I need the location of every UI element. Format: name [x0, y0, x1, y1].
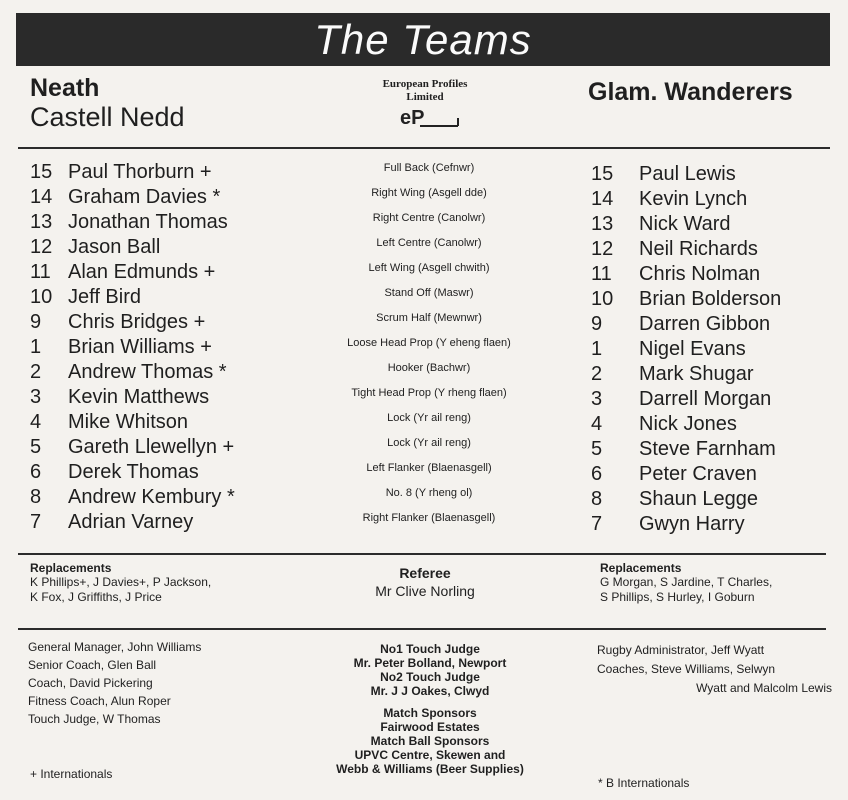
match-ball-sponsors-heading: Match Ball Sponsors — [370, 734, 490, 748]
away-player-name: Peter Craven — [639, 463, 757, 485]
match-ball-sponsors-line2: Webb & Williams (Beer Supplies) — [336, 762, 524, 776]
away-player-name: Darren Gibbon — [639, 313, 771, 335]
away-player-name: Brian Bolderson — [639, 288, 782, 310]
home-player-name: Chris Bridges + — [68, 311, 206, 333]
away-player-row — [591, 437, 776, 462]
sponsor-mark-icon — [360, 104, 490, 130]
away-player-name: Chris Nolman — [639, 263, 761, 285]
match-sponsors-heading: Match Sponsors — [383, 706, 477, 720]
away-player-row — [591, 187, 747, 212]
home-staff-line: Coach, David Pickering — [28, 676, 153, 690]
home-replacements — [30, 561, 280, 605]
away-player-name: Paul Lewis — [639, 163, 736, 185]
away-staff-line1: Rugby Administrator, Jeff Wyatt — [597, 643, 765, 657]
home-player-number: 3 — [30, 386, 42, 408]
away-player-name: Darrell Morgan — [639, 388, 772, 410]
home-player-name: Andrew Kembury * — [68, 486, 235, 508]
sponsor-name-line1: European Profiles — [382, 78, 468, 90]
away-staff-line2: Coaches, Steve Williams, Selwyn — [597, 662, 776, 676]
away-player-number: 5 — [591, 438, 603, 460]
home-footnote: + Internationals — [30, 767, 113, 781]
away-player-row — [591, 512, 745, 537]
home-player-number: 14 — [30, 186, 53, 208]
away-player-number: 3 — [591, 388, 603, 410]
title-banner — [16, 13, 830, 66]
position-label: Left Flanker (Blaenasgell) — [366, 461, 492, 474]
away-staff-line3: Wyatt and Malcolm Lewis — [696, 681, 832, 695]
home-replacements-line2: K Fox, J Griffiths, J Price — [30, 590, 162, 604]
referee-block — [320, 565, 530, 599]
home-player-number: 6 — [30, 461, 42, 483]
away-player-name: Nick Jones — [639, 413, 737, 435]
away-player-name: Steve Farnham — [639, 438, 776, 460]
home-staff-line: Fitness Coach, Alun Roper — [28, 694, 171, 708]
home-player-number: 4 — [30, 411, 42, 433]
away-footnote: * B Internationals — [598, 776, 690, 790]
home-replacements-heading: Replacements — [30, 561, 112, 575]
away-replacements-heading: Replacements — [600, 561, 682, 575]
away-player-number: 9 — [591, 313, 603, 335]
position-label: Full Back (Cefnwr) — [383, 161, 475, 174]
home-player-number: 7 — [30, 511, 42, 533]
away-player-row — [591, 237, 758, 262]
sponsor-logo — [360, 78, 490, 135]
away-player-number: 14 — [591, 188, 614, 210]
away-player-row — [591, 262, 760, 287]
away-player-row — [591, 487, 758, 512]
home-player-name: Andrew Thomas * — [68, 361, 227, 383]
home-player-number: 10 — [30, 286, 53, 308]
touch-judge-1-name: Mr. Peter Bolland, Newport — [353, 656, 507, 670]
match-sponsors-name: Fairwood Estates — [380, 720, 480, 734]
home-player-name: Mike Whitson — [68, 411, 189, 433]
away-player-number: 13 — [591, 213, 614, 235]
sponsor-mark-text: eP — [400, 107, 425, 129]
away-player-number: 6 — [591, 463, 603, 485]
away-player-name: Mark Shugar — [639, 363, 754, 385]
home-staff-line: Senior Coach, Glen Ball — [28, 658, 157, 672]
position-label: Right Wing (Asgell dde) — [371, 186, 487, 199]
touch-judge-2-name: Mr. J J Oakes, Clwyd — [370, 684, 490, 698]
away-player-number: 7 — [591, 513, 603, 535]
away-player-number: 1 — [591, 338, 603, 360]
home-replacements-line1: K Phillips+, J Davies+, P Jackson, — [30, 575, 212, 589]
position-label: Lock (Yr ail reng) — [387, 411, 471, 424]
touch-judge-2-heading: No2 Touch Judge — [380, 670, 480, 684]
home-player-number: 11 — [30, 261, 51, 283]
position-label: Right Flanker (Blaenasgell) — [362, 511, 496, 524]
position-label: Right Centre (Canolwr) — [372, 211, 486, 224]
home-player-number: 12 — [30, 236, 53, 258]
replacements-divider — [18, 553, 826, 555]
referee-heading: Referee — [399, 565, 451, 581]
home-staff — [28, 640, 288, 730]
away-player-number: 10 — [591, 288, 614, 310]
position-label: Left Wing (Asgell chwith) — [368, 261, 490, 274]
away-player-row — [591, 162, 736, 187]
away-player-name: Neil Richards — [639, 238, 758, 260]
position-label: Scrum Half (Mewnwr) — [376, 311, 482, 324]
home-player-name: Paul Thorburn + — [68, 161, 212, 183]
position-label: Loose Head Prop (Y eheng flaen) — [347, 336, 511, 349]
home-player-name: Kevin Matthews — [68, 386, 210, 408]
officials-block — [300, 642, 560, 776]
home-team-subtitle: Castell Nedd — [30, 102, 185, 132]
away-player-number: 11 — [591, 263, 612, 285]
home-player-name: Brian Williams + — [68, 336, 212, 358]
home-player-name: Alan Edmunds + — [68, 261, 216, 283]
away-player-row — [591, 312, 770, 337]
page-title: The Teams — [314, 15, 532, 63]
home-player-name: Gareth Llewellyn + — [68, 436, 235, 458]
position-label: Tight Head Prop (Y rheng flaen) — [351, 386, 507, 399]
home-player-name: Jonathan Thomas — [68, 211, 228, 233]
away-replacements-line1: G Morgan, S Jardine, T Charles, — [600, 575, 773, 589]
home-player-name: Derek Thomas — [68, 461, 199, 483]
position-label: Left Centre (Canolwr) — [376, 236, 482, 249]
header-divider — [18, 147, 830, 149]
away-player-row — [591, 337, 746, 362]
home-player-name: Jeff Bird — [68, 286, 141, 308]
away-player-name: Shaun Legge — [639, 488, 759, 510]
position-label: Hooker (Bachwr) — [387, 361, 471, 374]
home-player-number: 9 — [30, 311, 42, 333]
away-replacements — [600, 561, 830, 605]
away-player-row — [591, 462, 757, 487]
away-replacements-line2: S Phillips, S Hurley, I Goburn — [600, 590, 755, 604]
home-player-name: Jason Ball — [68, 236, 161, 258]
away-player-name: Nick Ward — [639, 213, 731, 235]
away-staff — [597, 643, 832, 696]
home-player-number: 2 — [30, 361, 42, 383]
home-player-number: 15 — [30, 161, 53, 183]
away-player-row — [591, 362, 754, 387]
touch-judge-1-heading: No1 Touch Judge — [380, 642, 480, 656]
away-player-name: Nigel Evans — [639, 338, 746, 360]
home-staff-line: General Manager, John Williams — [28, 640, 202, 654]
home-player-number: 13 — [30, 211, 53, 233]
away-player-number: 15 — [591, 163, 614, 185]
home-player-name: Adrian Varney — [68, 511, 194, 533]
home-team-name: Neath — [30, 74, 100, 102]
away-team-name: Glam. Wanderers — [588, 78, 793, 106]
away-player-number: 8 — [591, 488, 603, 510]
away-player-row — [591, 387, 771, 412]
home-player-number: 5 — [30, 436, 42, 458]
away-player-name: Kevin Lynch — [639, 188, 748, 210]
position-label: Lock (Yr ail reng) — [387, 436, 471, 449]
away-player-number: 4 — [591, 413, 603, 435]
home-player-name: Graham Davies * — [68, 186, 221, 208]
home-player-number: 1 — [30, 336, 42, 358]
away-player-name: Gwyn Harry — [639, 513, 745, 535]
away-player-row — [591, 212, 730, 237]
sponsor-name-line2: Limited — [406, 91, 444, 103]
home-staff-line: Touch Judge, W Thomas — [28, 712, 161, 726]
match-ball-sponsors-line1: UPVC Centre, Skewen and — [354, 748, 506, 762]
away-player-number: 2 — [591, 363, 603, 385]
staff-divider — [18, 628, 826, 630]
away-player-row — [591, 412, 737, 437]
away-players-list — [591, 162, 831, 537]
away-player-row — [591, 287, 781, 312]
position-label: No. 8 (Y rheng ol) — [385, 486, 473, 499]
position-label: Stand Off (Maswr) — [384, 286, 474, 299]
away-player-number: 12 — [591, 238, 614, 260]
home-player-number: 8 — [30, 486, 42, 508]
referee-name: Mr Clive Norling — [375, 583, 475, 599]
